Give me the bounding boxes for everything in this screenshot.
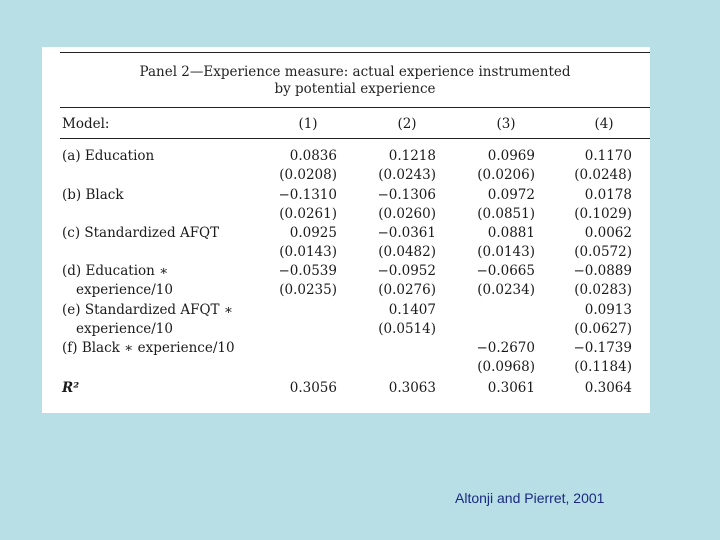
row-label: (a) Education bbox=[62, 148, 155, 164]
table-cell: (0.1184) bbox=[574, 359, 632, 375]
table-cell: (0.1029) bbox=[574, 206, 632, 222]
table-cell: (0.0482) bbox=[378, 244, 436, 260]
table-cell: −0.0539 bbox=[278, 263, 337, 279]
table-cell: (0.0208) bbox=[279, 167, 337, 183]
table-cell: 0.0062 bbox=[584, 225, 632, 241]
table-cell: (0.0514) bbox=[378, 321, 436, 337]
citation-caption: Altonji and Pierret, 2001 bbox=[455, 490, 605, 506]
table-cell: (0.0968) bbox=[477, 359, 535, 375]
table-cell: −0.0889 bbox=[573, 263, 632, 279]
table-cell: 0.0925 bbox=[289, 225, 337, 241]
column-header: (2) bbox=[397, 116, 417, 132]
table-cell: (0.0143) bbox=[279, 244, 337, 260]
r-squared-value: 0.3061 bbox=[487, 380, 535, 396]
table-cell: 0.0881 bbox=[487, 225, 535, 241]
row-label: (b) Black bbox=[62, 187, 124, 203]
column-header: (4) bbox=[594, 116, 614, 132]
table-cell: (0.0235) bbox=[279, 282, 337, 298]
model-label: Model: bbox=[62, 116, 110, 132]
row-label-continuation: experience/10 bbox=[76, 321, 173, 337]
row-label: (d) Education ∗ bbox=[62, 263, 169, 279]
r-squared-label: R² bbox=[62, 380, 80, 396]
table-cell: 0.0969 bbox=[487, 148, 535, 164]
table-cell: 0.1218 bbox=[388, 148, 436, 164]
table-cell: (0.0234) bbox=[477, 282, 535, 298]
table-cell: (0.0260) bbox=[378, 206, 436, 222]
row-label: (f) Black ∗ experience/10 bbox=[62, 340, 235, 356]
r-squared-value: 0.3063 bbox=[388, 380, 436, 396]
table-cell: (0.0143) bbox=[477, 244, 535, 260]
table-top-rule bbox=[60, 52, 650, 53]
panel-title-line-1: Panel 2—Experience measure: actual experience instrumented bbox=[139, 64, 571, 80]
r-squared-value: 0.3056 bbox=[289, 380, 337, 396]
table-cell: 0.0836 bbox=[289, 148, 337, 164]
table-cell: (0.0276) bbox=[378, 282, 436, 298]
table-cell: −0.0952 bbox=[377, 263, 436, 279]
header-bottom-rule bbox=[60, 138, 650, 139]
table-cell: −0.1310 bbox=[278, 187, 337, 203]
table-cell: 0.0178 bbox=[584, 187, 632, 203]
table-cell: (0.0572) bbox=[574, 244, 632, 260]
regression-table-image bbox=[42, 47, 650, 413]
table-cell: (0.0243) bbox=[378, 167, 436, 183]
table-cell: (0.0283) bbox=[574, 282, 632, 298]
column-header: (3) bbox=[496, 116, 516, 132]
table-cell: (0.0851) bbox=[477, 206, 535, 222]
table-cell: −0.2670 bbox=[476, 340, 535, 356]
table-cell: (0.0206) bbox=[477, 167, 535, 183]
table-cell: 0.0913 bbox=[584, 302, 632, 318]
table-cell: (0.0627) bbox=[574, 321, 632, 337]
row-label: (e) Standardized AFQT ∗ bbox=[62, 302, 234, 318]
row-label: (c) Standardized AFQT bbox=[62, 225, 220, 241]
r-squared-value: 0.3064 bbox=[584, 380, 632, 396]
column-header: (1) bbox=[298, 116, 318, 132]
table-cell: 0.1170 bbox=[584, 148, 632, 164]
header-top-rule bbox=[60, 107, 650, 108]
panel-title bbox=[60, 64, 650, 98]
row-label-continuation: experience/10 bbox=[76, 282, 173, 298]
table-cell: −0.0665 bbox=[476, 263, 535, 279]
table-cell: −0.0361 bbox=[377, 225, 436, 241]
table-cell: 0.0972 bbox=[487, 187, 535, 203]
table-cell: −0.1739 bbox=[573, 340, 632, 356]
panel-title-line-2: by potential experience bbox=[274, 81, 436, 97]
table-cell: (0.0248) bbox=[574, 167, 632, 183]
table-cell: 0.1407 bbox=[388, 302, 436, 318]
table-cell: −0.1306 bbox=[377, 187, 436, 203]
table-cell: (0.0261) bbox=[279, 206, 337, 222]
